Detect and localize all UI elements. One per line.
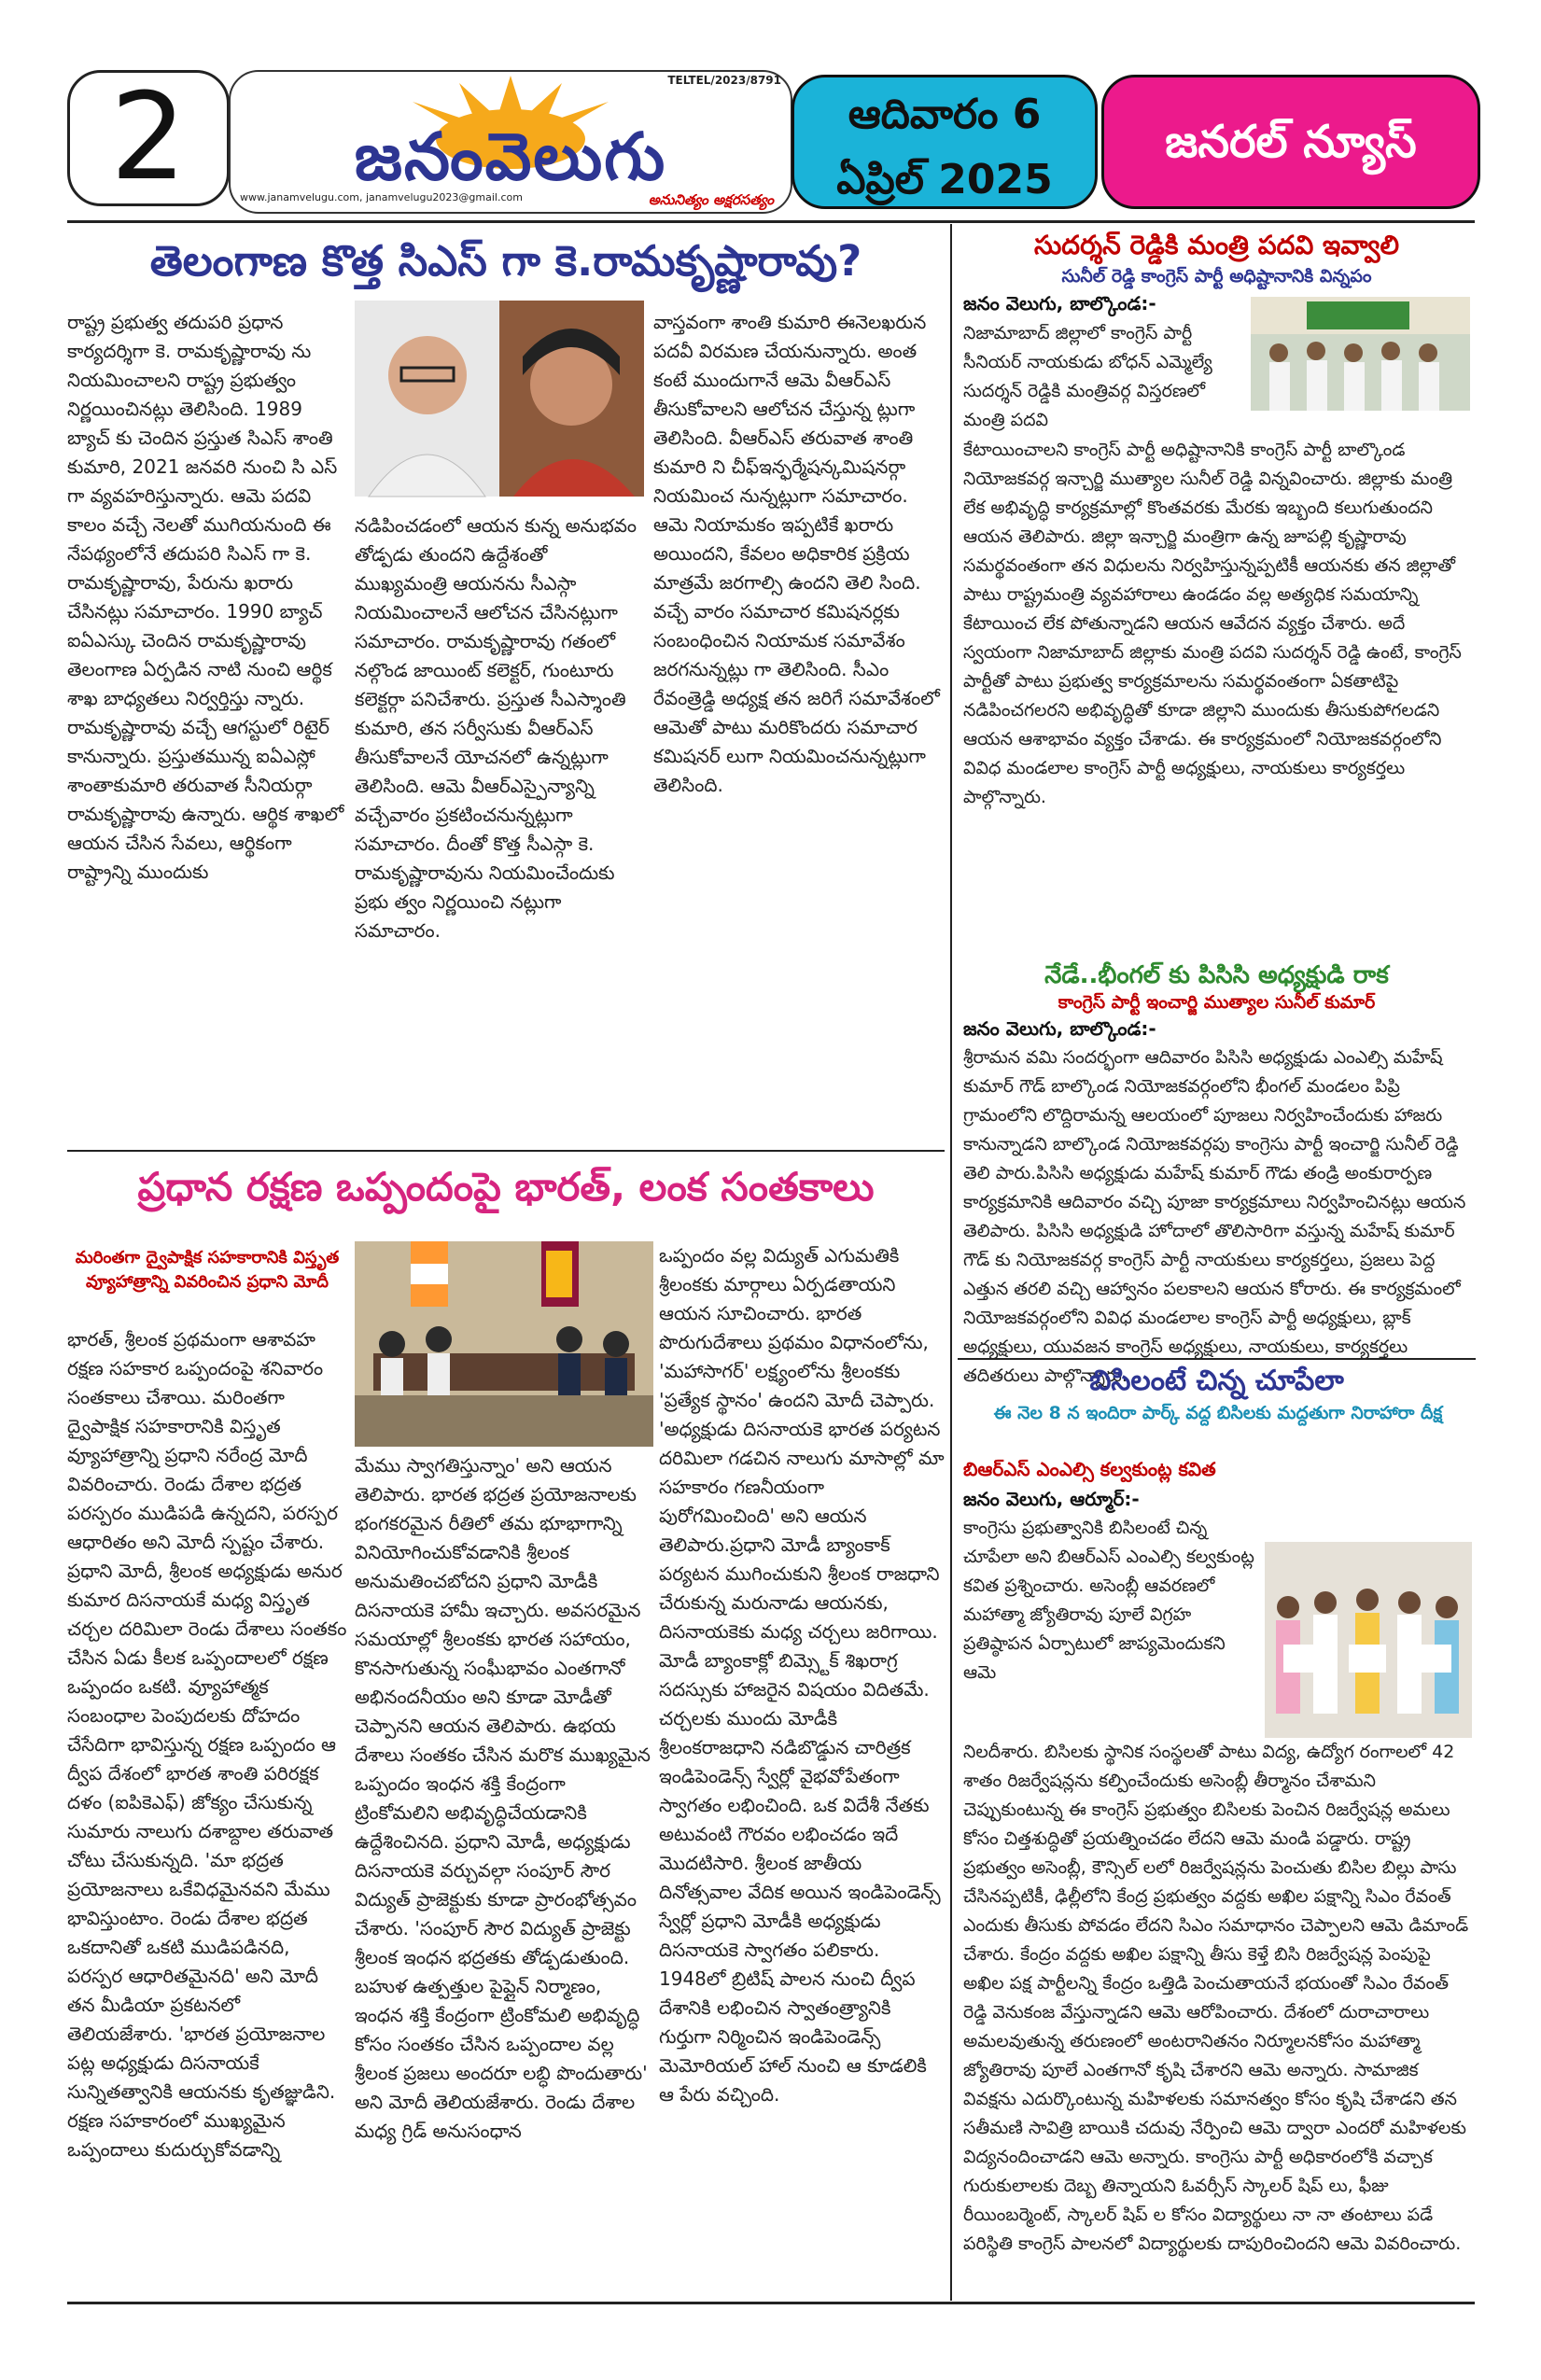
article5-body: నిలదీశారు. బిసిలకు స్థానిక సంస్థలతో పాటు విద్య, ఉద్యోగ రంగాలలో 42 శాతం రిజర్వేషన్లను కల్పించేందుకు అసెంబ్లీ తీర్మానం చేశామని చెప్పుకుంటున్న ఈ కాంగ్రెస్ ప్రభుత్వం బిసిలకు పెంచిన రిజర్వేషన్ల అమలు కోసం చిత్తశుద్ధితో ప్రయత్నించడం లేదని ఆమె మండి పడ్డారు. రాష్ట్ర ప్రభుత్వం అసెంబ్లీ, కౌన్సిల్ లలో రిజర్వేషన్లను పెంచుతు బిసిల బిల్లు పాసు చేసినప్పటికీ, ఢిల్లీలోని కేంద్ర ప్రభుత్వం వద్దకు అఖిల పక్షాన్ని సిఎం రేవంత్ ఎందుకు తీసుకు పోవడం లేదని సిఎం సమాధానం చెప్పాలని ఆమె డిమాండ్ చేశారు. కేంద్రం వద్దకు అఖిల పక్షాన్ని తీసు కెళ్తే బిసి రిజర్వేషన్ల పెంపుపై అఖిల పక్ష పార్టీలన్ని కేంద్రం ఒత్తిడి పెంచుతాయనే భయంతో సిఎం రేవంత్ రెడ్డి వెనుకంజ వేస్తున్నాడని ఆమె ఆరోపించారు. దేశంలో దురాచారాలు అమలవుతున్న తరుణంలో అంటరానితనం నిర్మూలనకోసం మహాత్మా జ్యోతిరావు పూలే ఎంతగానో కృషి చేశారని ఆమె అన్నారు. సామాజిక వివక్షను ఎదుర్కొంటున్న మహిళలకు సమానత్వం కోసం కృషి చేశాడని తన సతీమణి సావిత్రి బాయికి చదువు నేర్పించి ఆమె ద్వారా ఎందరో మహిళలకు విద్యనందించాడని ఆమె అన్నారు. కాంగ్రెసు పార్టీ అధికారంలోకి వచ్చాక గురుకులాలకు దెబ్బ తిన్నాయని ఓవర్సీస్ స్కాలర్ షిప్ లు, ఫీజు రీయింబర్మెంట్, స్కాలర్ షిప్ ల కోసం విద్యార్థులు నా నా తంటాలు పడే పరిస్థితి కాంగ్రెస్ పాలనలో విద్యార్థులకు దాపురించిందని ఆమె వివరించారు.	[963, 1742, 1475, 2254]
article4-col2: మేము స్వాగతిస్తున్నాం' అని ఆయన తెలిపారు. భారత భద్రత ప్రయోజనాలకు భంగకరమైన రీతిలో తమ భూభాగాన్ని వినియోగించుకోవడానికి శ్రీలంక అనుమతించబోదని ప్రధాని మోడీకి దిసనాయకె హామీ ఇచ్చారు. అవసరమైన సమయాల్లో శ్రీలంకకు భారత సహాయం, కొనసాగుతున్న సంఘీభావం ఎంతగానో అభినందనీయం అని కూడా మోడీతో చెప్పానని ఆయన తెలిపారు. ఉభయ దేశాలు సంతకం చేసిన మరొక ముఖ్యమైన ఒప్పందం ఇంధన శక్తి కేంద్రంగా ట్రింకోమలిని అభివృద్ధిచేయడానికి ఉద్దేశించినది. ప్రధాని మోడీ, అధ్యక్షుడు దిసనాయకె వర్చువల్గా సంపూర్ సౌర విద్యుత్ ప్రాజెక్టుకు కూడా ప్రారంభోత్సవం చేశారు. 'సంపూర్ సౌర విద్యుత్ ప్రాజెక్టు శ్రీలంక ఇంధన భద్రతకు తోడ్పడుతుంది. బహుళ ఉత్పత్తుల పైప్లైన్ నిర్మాణం, ఇంధన శక్తి కేంద్రంగా ట్రింకోమలి అభివృద్ధి కోసం సంతకం చేసిన ఒప్పందాల వల్ల శ్రీలంక ప్రజలు అందరూ లబ్ధి పొందుతారు' అని మోదీ తెలియజేశారు. రెండు దేశాల మధ్య గ్రిడ్ అనుసంధాన	[355, 1454, 657, 2142]
article2-body: కేటాయించాలని కాంగ్రెస్ పార్టీ అధిష్టానానికి కాంగ్రెస్ పార్టీ బాల్కొండ నియోజకవర్గ ఇన్చార్జి ముత్యాల సునీల్ రెడ్డి విన్నవించారు. జిల్లాకు మంత్రి లేక అభివృద్ధి కార్యక్రమాల్లో కొంతవరకు మేరకు ఇబ్బంది కలుగుతుందని ఆయన తెలిపారు. జిల్లా ఇన్చార్జి మంత్రిగా ఉన్న జూపల్లి కృష్ణారావు సమర్థవంతంగా తన విధులను నిర్వహిస్తున్నప్పటికీ ఆయనకు తన జిల్లాతో పాటు రాష్ట్రమంత్రి వ్యవహారాలు ఉండడం వల్ల అత్యధిక సమయాన్ని కేటాయించ లేక పోతున్నాడని ఆయన ఆవేదన వ్యక్తం చేశారు. అదే స్వయంగా నిజామాబాద్ జిల్లాకు మంత్రి పదవి సుదర్శన్ రెడ్డి ఉంటే, కాంగ్రెస్ పార్టీతో పాటు ప్రభుత్వ కార్యక్రమాలను సమర్థవంతంగా ఏకతాటిపై నడిపించగలరని అభివృద్ధితో కూడా జిల్లాని ముందుకు తీసుకుపోగలడని ఆయన ఆశాభావం వ్యక్తం చేశాడు. ఈ కార్యక్రమంలో నియోజకవర్గంలోని వివిధ మండలాల కాంగ్రెస్ పార్టీ అధ్యక్షులు, నాయకులు కార్యకర్తలు పాల్గొన్నారు.	[963, 440, 1467, 807]
article5-dateline: జనం వెలుగు, ఆర్మూర్:-	[963, 1488, 1140, 1510]
masthead-tagline: అనునిత్యం అక్షరసత్యం	[648, 191, 774, 208]
article4-col1: భారత్, శ్రీలంక ప్రథమంగా ఆశావహ రక్షణ సహకార ఒప్పందంపై శనివారం సంతకాలు చేశాయి. మరింతగా ద్వైపాక్షిక సహకారానికి విస్తృత వ్యూహాత్రాన్ని ప్రధాని నరేంద్ర మోదీ వివరించారు. రెండు దేశాల భద్రత పరస్పరం ముడిపడి ఉన్నదని, పరస్పర ఆధారితం అని మోదీ స్పష్టం చేశారు. ప్రధాని మోదీ, శ్రీలంక అధ్యక్షుడు అనుర కుమార దిసనాయకే మధ్య విస్తృత చర్చల దరిమిలా రెండు దేశాలు సంతకం చేసిన ఏడు కీలక ఒప్పందాలలో రక్షణ ఒప్పందం ఒకటి. వ్యూహాత్మక సంబంధాల పెంపుదలకు దోహదం చేసేదిగా భావిస్తున్న రక్షణ ఒప్పందం ఆ ద్వీప దేశంలో భారత శాంతి పరిరక్షక దళం (ఐపికెఎఫ్) జోక్యం చేసుకున్న సుమారు నాలుగు దశాబ్దాల తరువాత చోటు చేసుకున్నది. 'మా భద్రత ప్రయోజనాలు ఒకేవిధమైనవని మేము భావిస్తుంటాం. రెండు దేశాల భద్రత ఒకదానితో ఒకటి ముడిపడినది, పరస్పర ఆధారితమైనది' అని మోదీ తన మీడియా ప్రకటనలో తెలియజేశారు. 'భారత ప్రయోజనాల పట్ల అధ్యక్షుడు దిసనాయకే సున్నితత్వానికి ఆయనకు కృతజ్ఞుడిని. రక్షణ సహకారంలో ముఖ్యమైన ఒప్పందాలు కుదుర్చుకోవడాన్ని	[67, 1328, 353, 2161]
article1-col2: నడిపించడంలో ఆయన కున్న అనుభవం తోడ్పడు తుందని ఉద్దేశంతో ముఖ్యమంత్రి ఆయనను సీఎస్గా నియమించాలనే ఆలోచన చేసినట్లుగా సమాచారం. రామకృష్ణారావు గతంలో నల్గొండ జాయింట్ కలెక్టర్, గుంటూరు కలెక్టర్గా పనిచేశారు. ప్రస్తుత సీఎస్శాంతి కుమారి, తన సర్వీసుకు వీఆర్ఎస్ తీసుకోవాలనే యోచనలో ఉన్నట్లుగా తెలిసింది. ఆమె వీఆర్ఎస్పైన్యాన్ని వచ్చేవారం ప్రకటించనున్నట్లుగా సమాచారం. దీంతో కొత్త సీఎస్గా కె. రామకృష్ణారావును నియమించేందుకు ప్రభు త్వం నిర్ణయించి నట్లుగా సమాచారం.	[355, 514, 643, 942]
article1-headline: తెలంగాణ కొత్త సిఎస్ గా కె.రామకృష్ణారావు?	[149, 236, 862, 286]
article2-body-top: నిజామాబాద్ జిల్లాలో కాంగ్రెస్ పార్టీ సీనియర్ నాయకుడు బోధన్ ఎమ్మెల్యే సుదర్శన్ రెడ్డికి మంత్రివర్గ విస్తరణలో మంత్రి పదవి	[963, 323, 1218, 430]
registration-number: TELTEL/2023/8791	[667, 74, 781, 87]
portrait-photos-icon	[355, 301, 644, 497]
article3-body: శ్రీరామన వమి సందర్భంగా ఆదివారం పిసిసి అధ్యక్షుడు ఎంఎల్సి మహేష్ కుమార్ గౌడ్ బాల్కొండ నియోజకవర్గంలోని భీంగల్ మండలం పిప్రి గ్రామంలోని లొద్దిరామన్న ఆలయంలో పూజలు నిర్వహించేందుకు హాజరు కానున్నాడని బాల్కొండ నియోజకవర్గపు కాంగ్రెసు పార్టీ ఇంచార్జి సునీల్ రెడ్డి తెలి పారు.పిసిసి అధ్యక్షుడు మహేష్ కుమార్ గౌడు తండ్రి అంకురార్పణ కార్యక్రమానికి ఆదివారం వచ్చి పూజా కార్యక్రమాలు నిర్వహించినట్లు ఆయన తెలిపారు. పిసిసి అధ్యక్షుడి హోదాలో తొలిసారిగా వస్తున్న మహేష్ కుమార్ గౌడ్ కు నియోజకవర్గ కాంగ్రెస్ పార్టీ నాయకులు కార్యకర్తలు, ప్రజలు పెద్ద ఎత్తున తరలి వచ్చి ఆహ్వానం పలకాలని ఆయన కోరారు. ఈ కార్యక్రమంలో నియోజకవర్గంలోని వివిధ మండలాల కాంగ్రెస్ పార్టీ అధ్యక్షులు, బ్లాక్ అధ్యక్షులు, యువజన కాంగ్రెస్ అధ్యక్షులు, నాయకులు, కార్యకర్తలు తదితరులు పాల్గొన్నారు.	[963, 1047, 1472, 1386]
article5-top-rule	[958, 1358, 1476, 1360]
date-line1: ఆదివారం 6	[848, 91, 1042, 138]
meeting-photo-icon	[355, 1241, 653, 1447]
article4-col3: ఒప్పందం వల్ల విద్యుత్ ఎగుమతికి శ్రీలంకకు మార్గాలు ఏర్పడతాయని ఆయన సూచించారు. భారత పొరుగుదేశాలు ప్రథమం విధానంలోను, 'మహాసాగర్' లక్ష్యంలోను శ్రీలంకకు 'ప్రత్యేక స్థానం' ఉందని మోదీ చెప్పారు. 'అధ్యక్షుడు దిసనాయకె భారత పర్యటన దరిమిలా గడచిన నాలుగు మాసాల్లో మా సహకారం గణనీయంగా పురోగమించింది' అని ఆయన తెలిపారు.ప్రధాని మోడీ బ్యాంకాక్ పర్యటన ముగించుకుని శ్రీలంక రాజధాని చేరుకున్న మరునాడు ఆయనకు, దిసనాయకెకు మధ్య చర్చలు జరిగాయి. మోడీ బ్యాంకాక్లో బిమ్స్టెక్ శిఖరాగ్ర సదస్సుకు హాజరైన విషయం విదితమే. చర్చలకు ముందు మోడీకి శ్రీలంకరాజధాని నడిబొడ్డున చారిత్రక ఇండిపెండెన్స్ స్వేర్లో వైభవోపేతంగా స్వాగతం లభించింది. ఒక విదేశీ నేతకు అటువంటి గౌరవం లభించడం ఇదే మొదటిసారి. శ్రీలంక జాతీయ దినోత్సవాల వేదిక అయిన ఇండిపెండెన్స్ స్వేర్లో ప్రధాని మోడీకి అధ్యక్షుడు దిసనాయకె స్వాగతం పలికారు. 1948లో బ్రిటిష్ పాలన నుంచి ద్వీప దేశానికి లభించిన స్వాతంత్ర్యానికి గుర్తుగా నిర్మించిన ఇండిపెండెన్స్ మెమోరియల్ హాల్ నుంచి ఆ కూడలికి ఆ పేరు వచ్చింది.	[659, 1244, 950, 2106]
article4-headline: ప్రధాన రక్షణ ఒప్పందంపై భారత్, లంక సంతకాలు	[137, 1164, 875, 1210]
masthead-title: జనంవెలుగు	[354, 119, 667, 195]
article5-photo	[1265, 1542, 1472, 1738]
date-line2: ఏప్రిల్ 2025	[836, 156, 1053, 203]
article1-col3: వాస్తవంగా శాంతి కుమారి ఈనెలఖరున పదవీ విరమణ చేయనున్నారు. అంత కంటే ముందుగానే ఆమె వీఆర్ఎస్ తీసుకోవాలని ఆలోచన చేస్తున్న ట్లుగా తెలిసింది. వీఆర్ఎస్ తరువాత శాంతి కుమారి ని చీఫ్ఇన్ఫర్మేషన్కమిషనర్గా నియమించ నున్నట్లుగా సమాచారం. ఆమె నియామకం ఇప్పటికే ఖరారు అయిందని, కేవలం అధికారిక ప్రక్రియ మాత్రమే జరగాల్సి ఉందని తెలి సింది. వచ్చే వారం సమాచార కమిషనర్లకు సంబంధించిన నియామక సమావేశం జరగనున్నట్లు గా తెలిసింది. సీఎం రేవంత్రెడ్డి అధ్యక్ష తన జరిగే సమావేశంలో ఆమెతో పాటు మరికొందరు సమాచార కమిషనర్ లుగా నియమించనున్నట్లుగా తెలిసింది.	[653, 311, 946, 796]
article5-headline: బిసిలంటే చిన్న చూపేలా	[1089, 1365, 1344, 1397]
article4-photo	[355, 1241, 653, 1447]
date-box	[792, 75, 1098, 209]
masthead-website: www.janamvelugu.com, janamvelugu2023@gmail.com	[240, 191, 523, 203]
article2-photo	[1251, 297, 1470, 411]
article1-photo	[355, 301, 644, 497]
page-number: 2	[67, 70, 230, 206]
article2-dateline: జనం వెలుగు, బాల్కొండ:-	[963, 292, 1156, 315]
group-photo-icon	[1251, 297, 1470, 411]
article3-headline: నేడే..భీంగల్ కు పిసిసి అధ్యక్షుడి రాక	[1044, 961, 1389, 989]
masthead	[229, 70, 792, 214]
article5-byline: బిఆర్ఎస్ ఎంఎల్సి కల్వకుంట్ల కవిత	[963, 1458, 1216, 1480]
crowd-photo-icon	[1265, 1542, 1472, 1738]
article2-subhead: సునీల్ రెడ్డి కాంగ్రెస్ పార్టీ అధిష్టానానికి విన్నపం	[1061, 266, 1372, 287]
article4-top-rule	[67, 1150, 945, 1152]
article3-subhead: కాంగ్రెస్ పార్టీ ఇంచార్జి ముత్యాల సునీల్ కుమార్	[1058, 992, 1376, 1013]
column-divider	[950, 224, 952, 2301]
article2-headline: సుదర్శన్ రెడ్డికి మంత్రి పదవి ఇవ్వాలి	[1033, 230, 1400, 260]
article5-body-top: కాంగ్రెసు ప్రభుత్వానికి బిసిలంటే చిన్న చూపేలా అని బిఆర్ఎస్ ఎంఎల్సి కల్వకుంట్ల కవిత ప్రశ్నించారు. అసెంబ్లీ ఆవరణలో మహాత్మా జ్యోతిరావు పూలే విగ్రహ ప్రతిష్ఠాపన ఏర్పాటులో జాప్యమెందుకని ఆమె	[963, 1518, 1260, 1683]
article1-col1: రాష్ట్ర ప్రభుత్వ తదుపరి ప్రధాన కార్యదర్శిగా కె. రామకృష్ణారావు ను నియమించాలని రాష్ట్ర ప్రభుత్వం నిర్ణయించినట్లు తెలిసింది. 1989 బ్యాచ్ కు చెందిన ప్రస్తుత సిఎస్ శాంతి కుమారి, 2021 జనవరి నుంచి సి ఎస్ గా వ్యవహరిస్తున్నారు. ఆమె పదవి కాలం వచ్చే నెలతో ముగియనుంది ఈ నేపథ్యంలోనే తదుపరి సిఎస్ గా కె. రామకృష్ణారావు, పేరును ఖరారు చేసినట్లు సమాచారం. 1990 బ్యాచ్ ఐఏఎస్కు చెందిన రామకృష్ణారావు తెలంగాణ ఏర్పడిన నాటి నుంచి ఆర్థిక శాఖ బాధ్యతలు నిర్వర్తిస్తు న్నారు. రామకృష్ణారావు వచ్చే ఆగస్టులో రిటైర్ కానున్నారు. ప్రస్తుతమున్న ఐఏఎస్లో శాంతాకుమారి తరువాత సీనియర్గా రామకృష్ణారావు ఉన్నారు. ఆర్థిక శాఖలో ఆయన చేసిన సేవలు, ఆర్థికంగా రాష్ట్రాన్ని ముందుకు	[67, 311, 350, 883]
section-label: జనరల్ న్యూస్	[1101, 75, 1480, 209]
footer-rule	[67, 2302, 1475, 2304]
article3-dateline: జనం వెలుగు, బాల్కొండ:-	[963, 1017, 1156, 1040]
header-rule	[67, 220, 1475, 223]
article5-subhead: ఈ నెల 8 న ఇందిరా పార్క్ వద్ద బిసిలకు మద్దతుగా నిరాహారా దీక్ష	[993, 1403, 1443, 1423]
article4-subhead: మరింతగా ద్వైపాక్షిక సహకారానికి విస్తృత వ్యూహాత్రాన్ని వివరించిన ప్రధాని మోదీ	[75, 1248, 340, 1292]
